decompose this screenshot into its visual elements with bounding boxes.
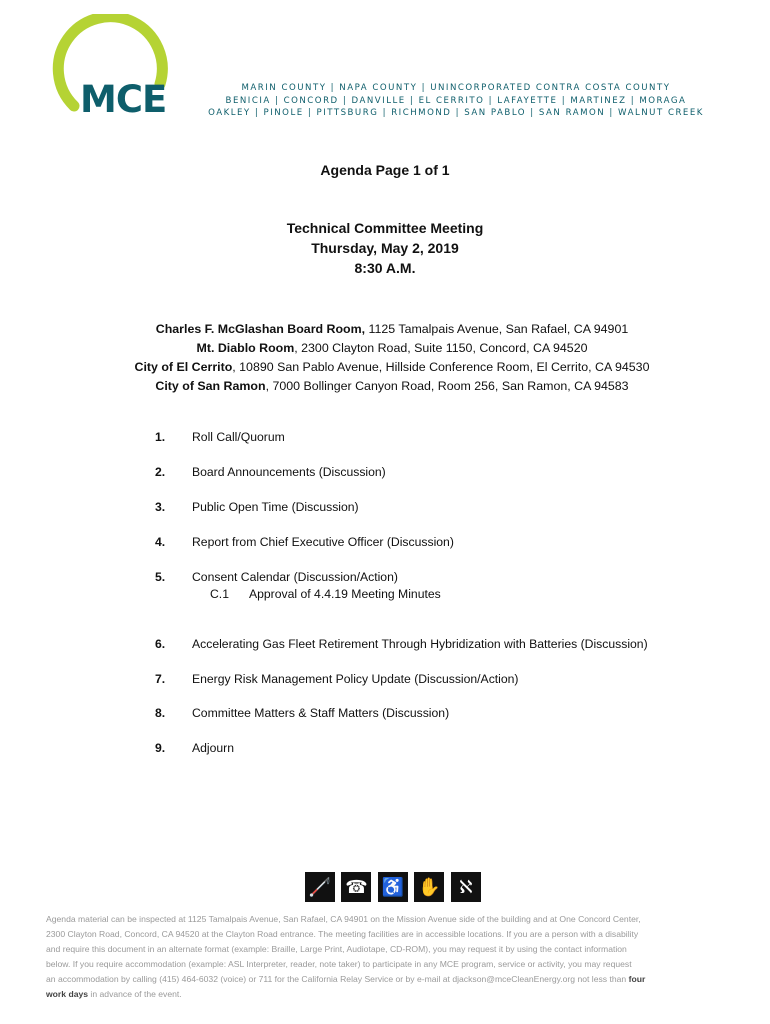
logo-text: MCE	[80, 78, 167, 121]
location-address: , 10890 San Pablo Avenue, Hillside Conference Room, El Cerrito, CA 94530	[232, 360, 650, 374]
consent-sub-text: Approval of 4.4.19 Meeting Minutes	[249, 587, 441, 601]
meeting-title: Technical Committee Meeting	[286, 220, 484, 236]
footer-line	[46, 972, 736, 987]
agenda-page-label: Agenda Page 1 of 1	[320, 162, 450, 178]
footer-notice	[46, 912, 736, 1002]
item-text: Accelerating Gas Fleet Retirement Through Hybridization with Batteries (Discussion)	[192, 637, 648, 651]
location-line	[0, 320, 770, 339]
item-text: Roll Call/Quorum	[192, 430, 285, 444]
item-text: Energy Risk Management Policy Update (Discussion/Action)	[192, 672, 519, 686]
meeting-locations	[0, 320, 770, 396]
location-name: City of El Cerrito	[134, 360, 233, 374]
location-name: Mt. Diablo Room	[196, 341, 295, 355]
location-name: Charles F. McGlashan Board Room,	[155, 322, 366, 336]
footer-line	[46, 987, 736, 1002]
hearing-assist-icon: ℵ	[451, 872, 481, 902]
item-number: 2.	[155, 465, 166, 479]
wheelchair-icon: ♿	[378, 872, 408, 902]
footer-bold: work days	[46, 989, 89, 999]
meeting-time: 8:30 A.M.	[354, 260, 416, 276]
item-number: 8.	[155, 706, 166, 720]
tty-phone-icon: ☎	[341, 872, 371, 902]
footer-line: below. If you require accommodation (example: ASL Interpreter, reader, note taker) to participate in any MCE program, service or activity, you may request	[46, 959, 632, 969]
item-number: 9.	[155, 741, 166, 755]
location-address: , 7000 Bollinger Canyon Road, Room 256, San Ramon, CA 94583	[265, 379, 629, 393]
member-cities	[196, 82, 716, 120]
item-number: 5.	[155, 570, 166, 584]
location-line	[0, 339, 770, 358]
consent-sub-label: C.1	[210, 587, 229, 601]
item-text: Public Open Time (Discussion)	[192, 500, 359, 514]
footer-line: and require this document in an alternate format (example: Braille, Large Print, Audiotape, CD-ROM), you may request it by using the contact information	[46, 944, 627, 954]
item-number: 6.	[155, 637, 166, 651]
item-text: Adjourn	[192, 741, 235, 755]
location-line	[0, 377, 770, 396]
footer-line: Agenda material can be inspected at 1125 Tamalpais Avenue, San Rafael, CA 94901 on the Mission Avenue side of the building and at One Concord Center,	[46, 914, 641, 924]
location-line	[0, 358, 770, 377]
item-number: 4.	[155, 535, 166, 549]
footer-bold: four	[628, 974, 646, 984]
sign-language-icon: ✋	[414, 872, 444, 902]
accessibility-icons	[305, 872, 483, 902]
footer-text: in advance of the event.	[88, 989, 182, 999]
item-number: 3.	[155, 500, 166, 514]
location-address: , 2300 Clayton Road, Suite 1150, Concord, CA 94520	[294, 341, 588, 355]
footer-line: 2300 Clayton Road, Concord, CA 94520 at the Clayton Road entrance. The meeting facilities are in accessible locations. If you are a person with a disability	[46, 929, 639, 939]
location-address: 1125 Tamalpais Avenue, San Rafael, CA 94901	[365, 322, 629, 336]
item-number: 7.	[155, 672, 166, 686]
item-text: Report from Chief Executive Officer (Discussion)	[192, 535, 454, 549]
location-name: City of San Ramon	[155, 379, 266, 393]
cities-line: BENICIA | CONCORD | DANVILLE | EL CERRITO | LAFAYETTE | MARTINEZ | MORAGA	[225, 95, 687, 106]
cities-line: OAKLEY | PINOLE | PITTSBURG | RICHMOND | SAN PABLO | SAN RAMON | WALNUT CREEK	[208, 108, 704, 119]
blind-cane-icon: 🦯	[305, 872, 335, 902]
item-text: Consent Calendar (Discussion/Action)	[192, 570, 398, 584]
meeting-date: Thursday, May 2, 2019	[311, 240, 459, 256]
item-number: 1.	[155, 430, 166, 444]
item-text: Board Announcements (Discussion)	[192, 465, 386, 479]
footer-text: an accommodation by calling (415) 464-6032 (voice) or 711 for the California Relay Service or by e-mail at djackson@mceCleanEnergy.org not less than	[46, 974, 629, 984]
item-text: Committee Matters & Staff Matters (Discussion)	[192, 706, 450, 720]
cities-line: MARIN COUNTY | NAPA COUNTY | UNINCORPORATED CONTRA COSTA COUNTY	[241, 83, 671, 93]
